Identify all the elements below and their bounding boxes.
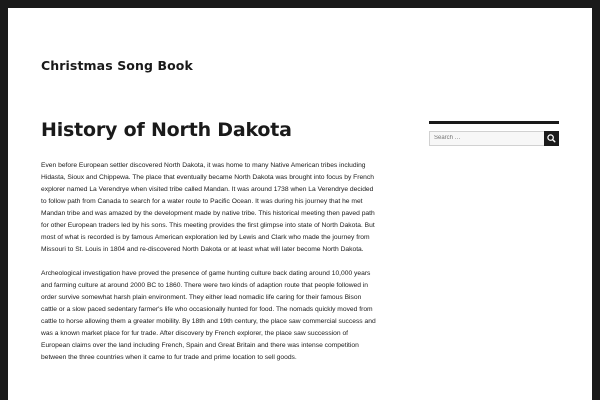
site-title[interactable]: Christmas Song Book [41, 58, 193, 73]
sidebar-divider [429, 121, 559, 124]
page-title: History of North Dakota [41, 119, 292, 141]
search-input[interactable] [429, 131, 548, 146]
search-button[interactable] [544, 131, 559, 146]
search-icon [544, 131, 559, 146]
article-paragraph: Even before European settler discovered North Dakota, it was home to many Native American tribes including Hidasta, Sioux and Chippewa. The place that eventually became North Dakota was brought into focus by French explorer named La Verendrye when visited tribe called Mandan. It was around 1738 when La Verendrye decided to follow path from Canada to search for a water route to Pacific Ocean. It was during his journey that he met Mandan tribe and was amazed by the development made by native tribe. This historical meeting then paved path for other European traders led by his sons. This meeting provides the first glimpse into state of North Dakota. But most of what is recorded is by famous American exploration led by Lewis and Clark who made the journey from Missouri to St. Louis in 1804 and re-discovered North Dakota or at least what will later become North Dakota. [41, 162, 375, 253]
page [8, 8, 592, 400]
article-content [41, 160, 376, 376]
search-form [429, 131, 559, 146]
article-paragraph: Archeological investigation have proved the presence of game hunting culture back dating around 10,000 years and farming culture at around 2000 BC to 1860. There were two kinds of adaption route that people followed in order survive somewhat harsh plain environment. They either lead nomadic life caring for their famous Bison cattle or a slow paced sedentary farmer's life who occasionally hunted for food. The nomads quickly moved from cattle to horse allowing them a greater mobility. By 18th and 19th century, the place saw commercial success and was a known market place for fur trade. After discovery by French explorer, the place saw succession of European claims over the land including French, Spain and Great Britain and there was intense competition between the three countries when it came to fur trade and prime location to sell goods. [41, 270, 376, 361]
